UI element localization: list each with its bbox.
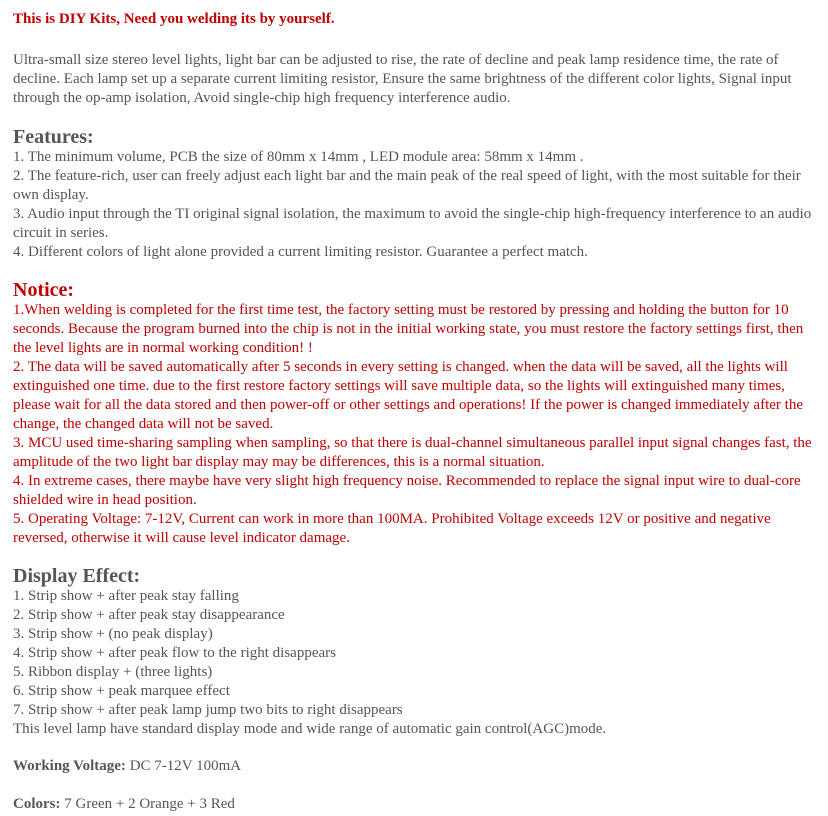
working-voltage-value: DC 7-12V 100mA — [129, 758, 242, 774]
feature-item: 3. Audio input through the TI original signal isolation, the maximum to avoid the single-chip high-frequency interference to an audio circuit in series. — [13, 206, 812, 241]
display-effect-summary: This level lamp have standard display mode and wide range of automatic gain control(AGC)mode. — [13, 721, 607, 737]
colors-value: 7 Green + 2 Orange + 3 Red — [64, 796, 235, 812]
display-effect-item: 4. Strip show + after peak flow to the right disappears — [13, 645, 336, 661]
display-effect-item: 7. Strip show + after peak lamp jump two bits to right disappears — [13, 702, 403, 718]
feature-item: 1. The minimum volume, PCB the size of 80mm x 14mm , LED module area: 58mm x 14mm . — [13, 149, 584, 165]
notice-item: 3. MCU used time-sharing sampling when sampling, so that there is dual-channel simultaneous parallel input signal changes fast, the amplitude of the two light bar display may may be differences, this is a normal situation. — [13, 435, 812, 470]
display-effect-section — [13, 565, 820, 739]
notice-heading: Notice: — [13, 279, 75, 301]
working-voltage-label: Working Voltage: — [13, 758, 126, 774]
notice-item: 2. The data will be saved automatically after 5 seconds in every setting is changed. when the data will be saved, all the lights will extinguished one time. due to the first restore factory settings will save multiple data, so the lights will extinguished many times, please wait for all the data stored and then power-off or other settings and operations! If the power is changed immediately after the change, the changed data will not be saved. — [13, 359, 803, 432]
feature-item: 2. The feature-rich, user can freely adjust each light bar and the main peak of the real speed of light, with the most suitable for their own display. — [13, 168, 801, 203]
notice-list — [13, 301, 820, 548]
intro-paragraph: Ultra-small size stereo level lights, light bar can be adjusted to rise, the rate of decline and peak lamp residence time, the rate of decline. Each lamp set up a separate current limiting resistor, Ensure the same brightness of the different color lights, Signal input through the op-amp isolation, Avoid single-chip high frequency interference audio. — [13, 52, 792, 106]
display-effect-heading: Display Effect: — [13, 565, 141, 587]
display-effect-list — [13, 587, 820, 720]
features-heading: Features: — [13, 126, 94, 148]
display-effect-item: 2. Strip show + after peak stay disappearance — [13, 607, 285, 623]
display-effect-item: 1. Strip show + after peak stay falling — [13, 588, 239, 604]
features-list — [13, 148, 820, 262]
diy-kit-notice: This is DIY Kits, Need you welding its by yourself. — [13, 11, 335, 27]
notice-section — [13, 279, 820, 548]
colors-spec — [13, 795, 820, 814]
display-effect-item: 6. Strip show + peak marquee effect — [13, 683, 230, 699]
notice-item: 4. In extreme cases, there maybe have very slight high frequency noise. Recommended to replace the signal input wire to dual-core shielded wire in head position. — [13, 473, 801, 508]
working-voltage-spec — [13, 757, 820, 776]
feature-item: 4. Different colors of light alone provided a current limiting resistor. Guarantee a perfect match. — [13, 244, 588, 260]
notice-item: 5. Operating Voltage: 7-12V, Current can work in more than 100MA. Prohibited Voltage exceeds 12V or positive and negative reversed, otherwise it will cause level indicator damage. — [13, 511, 771, 546]
display-effect-item: 5. Ribbon display + (three lights) — [13, 664, 213, 680]
colors-label: Colors: — [13, 796, 61, 812]
display-effect-item: 3. Strip show + (no peak display) — [13, 626, 213, 642]
features-section — [13, 126, 820, 262]
notice-item: 1.When welding is completed for the first time test, the factory setting must be restored by pressing and holding the button for 10 seconds. Because the program burned into the chip is not in the initial working state, you must restore the factory settings first, then the level lights are in normal working condition! ! — [13, 302, 804, 356]
